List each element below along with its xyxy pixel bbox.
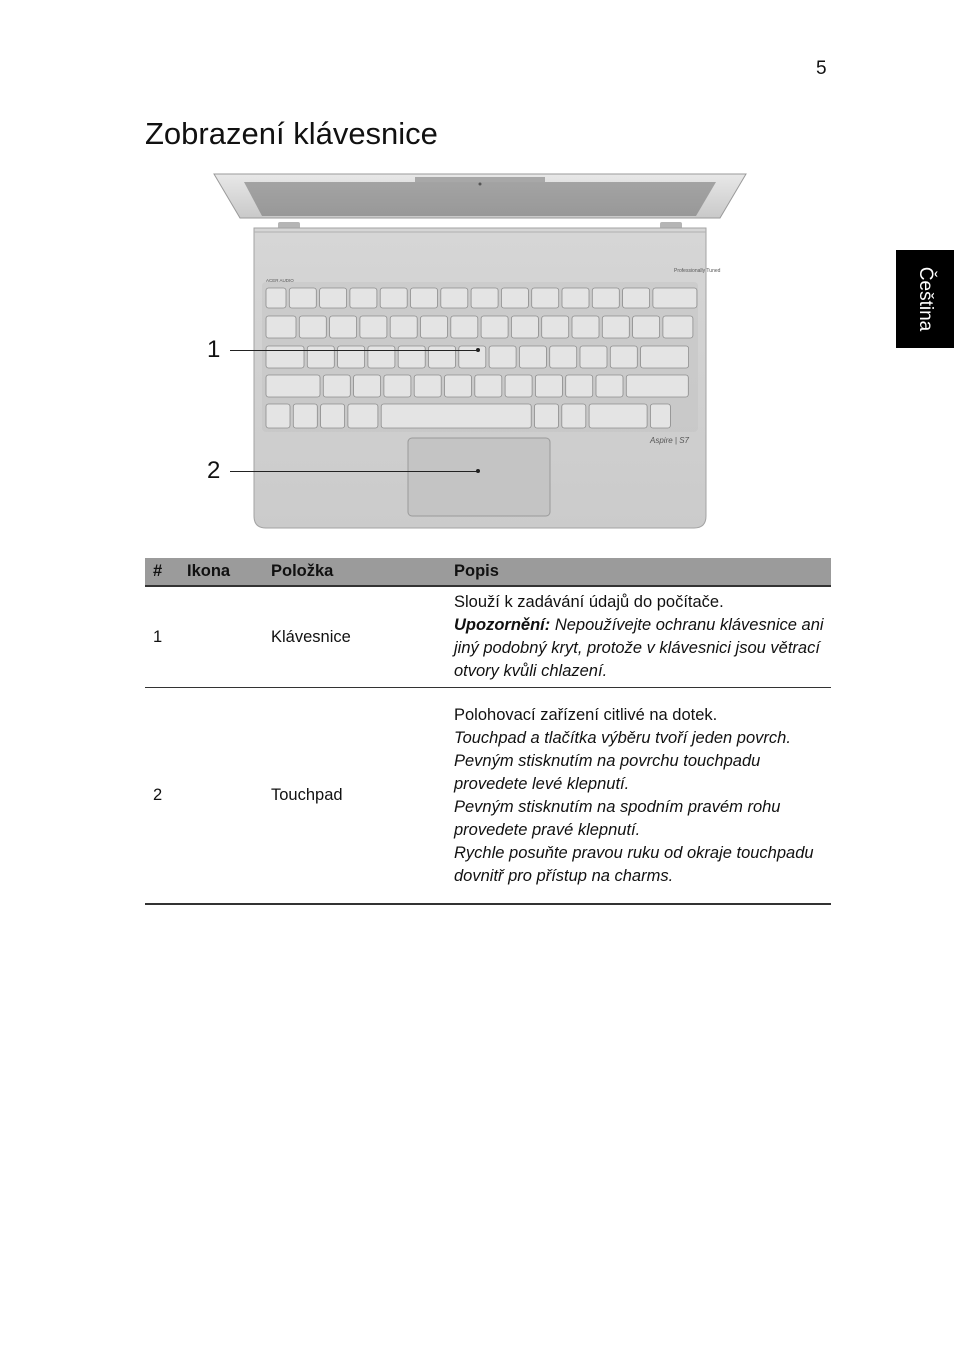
keyboard-key	[580, 346, 607, 368]
keyboard-key	[350, 288, 377, 308]
keyboard-key	[519, 346, 546, 368]
keyboard-key	[562, 288, 589, 308]
keyboard-key	[380, 288, 407, 308]
keyboard-key	[511, 316, 538, 338]
keyboard-key	[414, 375, 441, 397]
laptop-figure	[200, 170, 760, 540]
row-icon	[179, 586, 263, 688]
row-item: Touchpad	[263, 688, 446, 905]
component-table	[145, 558, 831, 905]
keyboard-key	[320, 288, 347, 308]
keyboard-key	[489, 346, 516, 368]
table-row	[145, 688, 831, 905]
keyboard-key	[421, 316, 448, 338]
keyboard-key	[626, 375, 688, 397]
keyboard-key	[266, 375, 320, 397]
callout-1: 1	[207, 336, 221, 363]
desc-line: Pevným stisknutím na povrchu touchpadu provedete levé klepnutí.	[454, 751, 761, 793]
keyboard-key	[641, 346, 689, 368]
keyboard-key	[562, 404, 586, 428]
keyboard-key	[663, 316, 693, 338]
desc-line: Touchpad a tlačítka výběru tvoří jeden povrch.	[454, 728, 791, 747]
keyboard-key	[441, 288, 468, 308]
brand-label: Aspire | S7	[650, 436, 689, 445]
language-tab	[896, 250, 954, 348]
col-header-num: #	[145, 558, 179, 586]
laptop-keyboard-illustration	[200, 170, 760, 540]
keyboard-key	[348, 404, 378, 428]
keyboard-key	[381, 404, 531, 428]
touchpad-illustration	[408, 438, 550, 516]
keyboard-key	[299, 316, 326, 338]
row-num: 2	[145, 688, 179, 905]
keyboard-key	[535, 404, 559, 428]
desc-line: Slouží k zadávání údajů do počítače.	[454, 593, 724, 611]
keyboard-key	[566, 375, 593, 397]
row-description	[446, 586, 831, 688]
keyboard-key	[411, 288, 438, 308]
keyboard-key	[610, 346, 637, 368]
warning-label: Upozornění:	[454, 616, 551, 634]
callout-2-line	[230, 471, 478, 472]
keyboard-key	[535, 375, 562, 397]
keyboard-key	[501, 288, 528, 308]
keyboard-key	[542, 316, 569, 338]
keyboard-key	[592, 288, 619, 308]
keyboard-key	[384, 375, 411, 397]
row-num: 1	[145, 586, 179, 688]
desc-line: Rychle posuňte pravou ruku od okraje touchpadu dovnitř pro přístup na charms.	[454, 843, 814, 885]
keyboard-key	[321, 404, 345, 428]
keyboard-key	[481, 316, 508, 338]
desc-warning	[454, 614, 831, 683]
col-header-desc: Popis	[446, 558, 831, 586]
row-item: Klávesnice	[263, 586, 446, 688]
callout-1-dot	[476, 348, 480, 352]
row-icon	[179, 688, 263, 905]
keyboard-key	[650, 404, 670, 428]
language-tab-label: Čeština	[915, 266, 936, 332]
keyboard-key	[323, 375, 350, 397]
keyboard-key	[633, 316, 660, 338]
keyboard-key	[623, 288, 650, 308]
keyboard-key	[572, 316, 599, 338]
keyboard-key	[471, 288, 498, 308]
header-left-label: ACER AUDIO	[266, 278, 294, 283]
keyboard-key	[266, 404, 290, 428]
table-row	[145, 586, 831, 688]
page-number: 5	[816, 58, 827, 79]
desc-line: Pevným stisknutím na spodním pravém rohu provedete pravé klepnutí.	[454, 797, 781, 839]
col-header-icon: Ikona	[179, 558, 263, 586]
keyboard-key	[596, 375, 623, 397]
callout-2-dot	[476, 469, 480, 473]
header-right-label: Professionally Tuned	[674, 268, 721, 274]
keyboard-key	[589, 404, 647, 428]
keyboard-key	[390, 316, 417, 338]
keyboard-key	[445, 375, 472, 397]
keyboard-key	[475, 375, 502, 397]
desc-line: Polohovací zařízení citlivé na dotek.	[454, 705, 718, 724]
page-title: Zobrazení klávesnice	[145, 116, 438, 151]
table-header-row	[145, 558, 831, 586]
callout-2: 2	[207, 457, 221, 484]
keyboard-key	[266, 316, 296, 338]
row-description	[446, 688, 831, 905]
keyboard-key	[354, 375, 381, 397]
callout-1-line	[230, 350, 478, 351]
keyboard-key	[550, 346, 577, 368]
warning-text: Nepoužívejte ochranu klávesnice ani jiný podobný kryt, protože v klávesnici jsou větrací otvory kvůli chlazení.	[454, 616, 824, 680]
keyboard-key	[360, 316, 387, 338]
keyboard-key	[505, 375, 532, 397]
keyboard-key	[653, 288, 697, 308]
keyboard-key	[330, 316, 357, 338]
keyboard-key	[289, 288, 316, 308]
col-header-item: Položka	[263, 558, 446, 586]
keyboard-key	[602, 316, 629, 338]
keyboard-key	[293, 404, 317, 428]
keyboard-key	[266, 288, 286, 308]
keyboard-key	[532, 288, 559, 308]
keyboard-key	[451, 316, 478, 338]
